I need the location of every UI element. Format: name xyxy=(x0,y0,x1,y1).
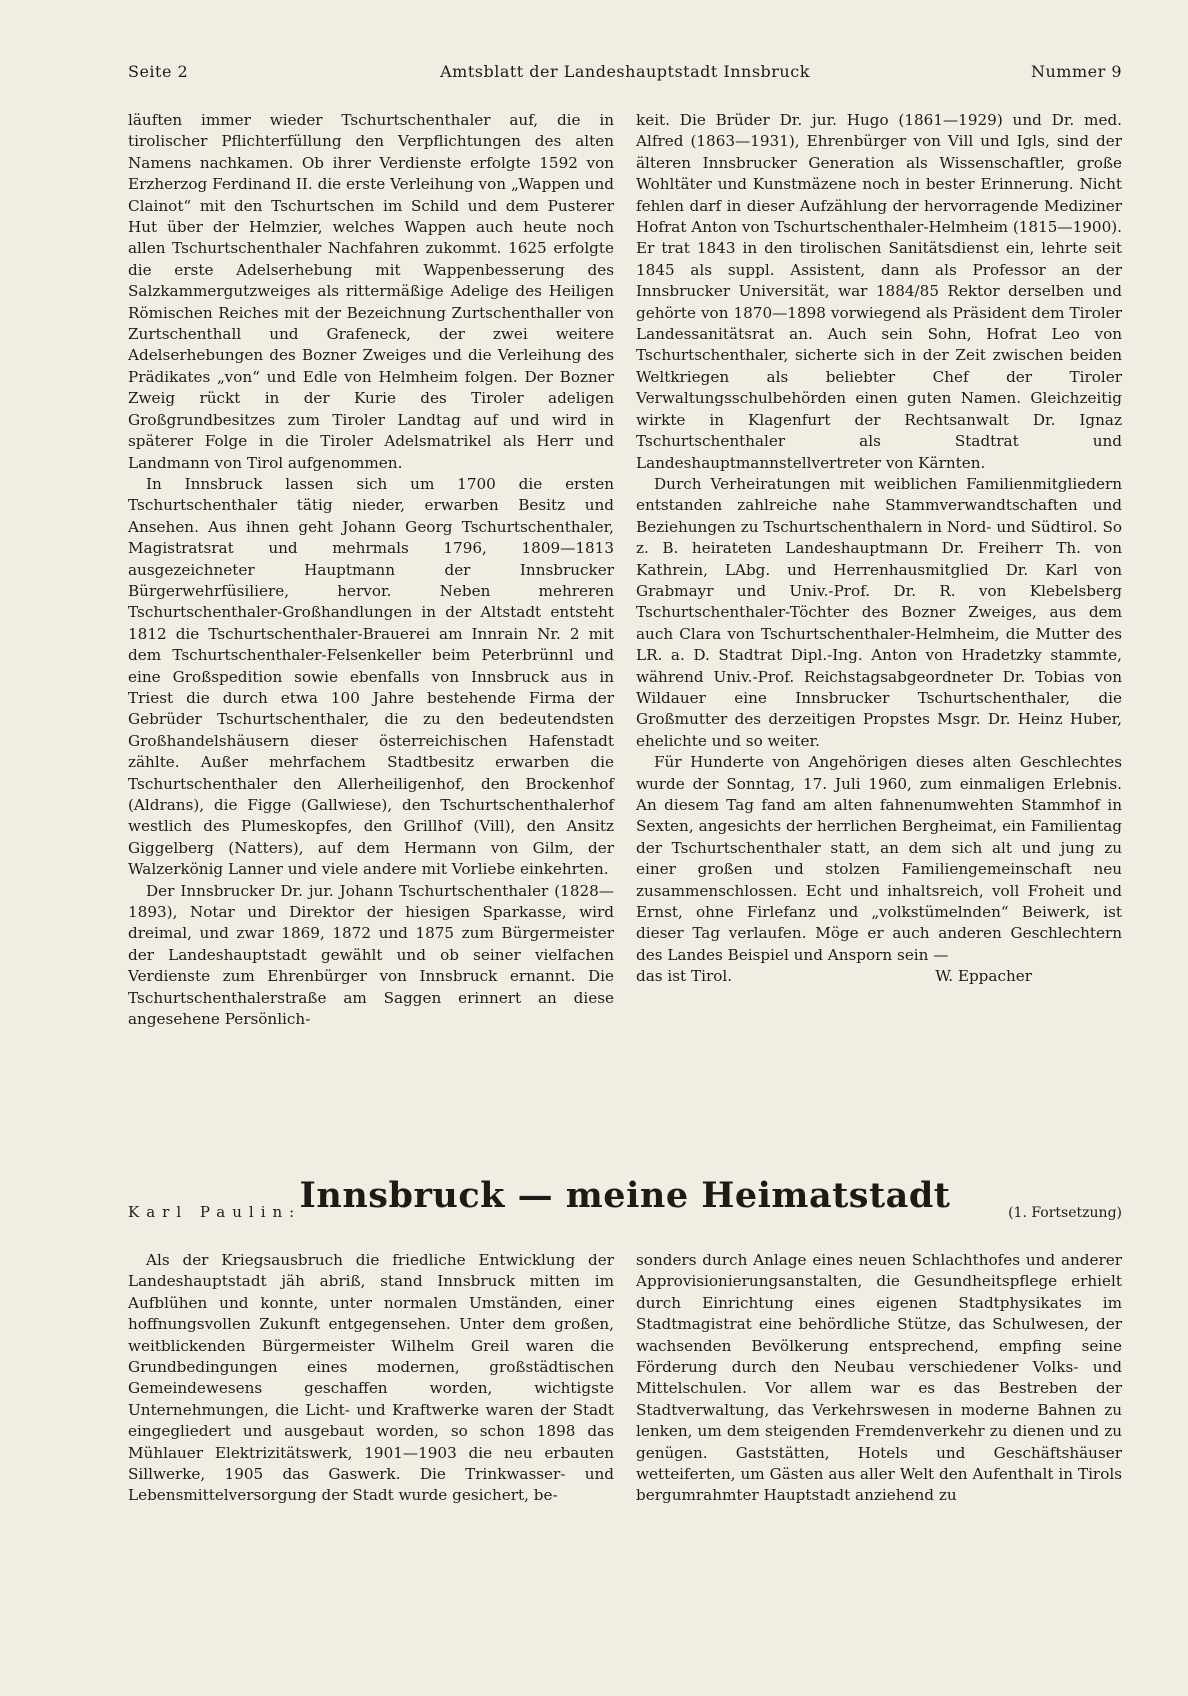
paragraph: keit. Die Brüder Dr. jur. Hugo (1861—1929) und Dr. med. Alfred (1863—1931), Ehrenbürger von Vill und Igls, sind der älteren Innsbrucker Generation als Wissenschaftler, große Wohltäter und Kunstmäzene noch in bester Erinnerung. Nicht fehlen darf in dieser Aufzählung der hervorragende Mediziner Hofrat Anton von Tschurtschenthaler-Helmheim (1815—1900). Er trat 1843 in den tirolischen Sanitätsdienst ein, lehrte seit 1845 als suppl. Assistent, dann als Professor an der Innsbrucker Universität, war 1884/85 Rektor derselben und gehörte von 1870—1898 vorwiegend als Präsident dem Tiroler Landessanitätsrat an. Auch sein Sohn, Hofrat Leo von Tschurtschenthaler, sicherte sich in der Zeit zwischen beiden Weltkriegen als beliebter Chef der Tiroler Verwaltungsschulbehörden einen guten Namen. Gleichzeitig wirkte in Klagenfurt der Rechtsanwalt Dr. Ignaz Tschurtschenthaler als Stadtrat und Landeshauptmannstellvertreter von Kärnten. xyxy=(636,111,1122,472)
paragraph: Für Hunderte von Angehörigen dieses alten Geschlechtes wurde der Sonntag, 17. Juli 1960, zum einmaligen Erlebnis. An diesem Tag fand am alten fahnenumwehten Stammhof in Sexten, angesichts der herrlichen Bergheimat, ein Familientag der Tschurtschenthaler statt, an dem sich alt und jung zu einer großen und stolzen Familiengemeinschaft neu zusammenschlossen. Echt und inhaltsreich, voll Froheit und Ernst, ohne Firlefanz und „volkstümelnden“ Beiwerk, ist dieser Tag verlaufen. Möge er auch anderen Geschlechtern des Landes Beispiel und Ansporn sein — xyxy=(636,753,1122,964)
paragraph: Durch Verheiratungen mit weiblichen Familienmitgliedern entstanden zahlreiche nahe Stammverwandtschaften und Beziehungen zu Tschurtschenthalern in Nord- und Südtirol. So z. B. heirateten Landeshauptmann Dr. Freiherr Th. von Kathrein, LAbg. und Herrenhausmitglied Dr. Karl von Grabmayr und Univ.-Prof. Dr. R. von Klebelsberg Tschurtschenthaler-Töchter des Bozner Zweiges, aus dem auch Clara von Tschurtschenthaler-Helmheim, die Mutter des LR. a. D. Stadtrat Dipl.-Ing. Anton von Hradetzky stammte, während Univ.-Prof. Reichstagsabgeordneter Dr. Tobias von Wildauer eine Innsbrucker Tschurtschenthaler, die Großmutter des derzeitigen Propstes Msgr. Dr. Heinz Huber, ehelichte und so weiter. xyxy=(636,474,1122,750)
article1-left-column xyxy=(128,110,614,1030)
closing-text: das ist Tirol. xyxy=(636,967,733,986)
closing-line xyxy=(636,966,1122,987)
article2-right-column xyxy=(636,1250,1122,1507)
paragraph: läuften immer wieder Tschurtschenthaler auf, die in tirolischer Pflichterfüllung den Verpflichtungen des alten Namens nachkamen. Ob ihrer Verdienste erfolgte 1592 von Erzherzog Ferdinand II. die erste Verleihung von „Wappen und Clainot“ mit den Tschurtschen im Schild und dem Pusterer Hut über der Helmzier, welches Wappen auch heute noch allen Tschurtschenthaler Nachfahren zukommt. 1625 erfolgte die erste Adelserhebung mit Wappenbesserung des Salzkammergutzweiges als rittermäßige Adelige des Heiligen Römischen Reiches mit der Bezeichnung Zurtschenthaller von Zurtschenthall und Grafeneck, der zwei weitere Adelserhebungen des Bozner Zweiges und die Verleihung des Prädikates „von“ und Edle von Helmheim folgen. Der Bozner Zweig rückt in der Kurie des Tiroler adeligen Großgrundbesitzes zum Tiroler Landtag auf und wird in späterer Folge in die Tiroler Adelsmatrikel als Herr und Landmann von Tirol aufgenommen. xyxy=(128,111,614,472)
publication-title: Amtsblatt der Landeshauptstadt Innsbruck xyxy=(440,62,810,81)
article-title: Innsbruck — meine Heimatstadt xyxy=(299,1175,951,1216)
paragraph: sonders durch Anlage eines neuen Schlachthofes und anderer Approvisionierungsanstalten, die Gesundheitspflege erhielt durch Einrichtung eines eigenen Stadtphysikates im Stadtmagistrat eine behördliche Stütze, das Schulwesen, der wachsenden Bevölkerung entsprechend, empfing seine Förderung durch den Neubau verschiedener Volks- und Mittelschulen. Vor allem war es das Bestreben der Stadtverwaltung, das Verkehrswesen in moderne Bahnen zu lenken, um dem steigenden Fremdenverkehr zu dienen und zu genügen. Gaststätten, Hotels und Geschäftshäuser wetteiferten, um Gästen aus aller Welt den Aufenthalt in Tirols bergumrahmter Hauptstadt anziehend zu xyxy=(636,1251,1122,1505)
article1-right-column xyxy=(636,110,1122,988)
paragraph: Der Innsbrucker Dr. jur. Johann Tschurtschenthaler (1828—1893), Notar und Direktor der hiesigen Sparkasse, wird dreimal, und zwar 1869, 1872 und 1875 zum Bürgermeister der Landeshauptstadt gewählt und ob seiner vielfachen Verdienste zum Ehrenbürger von Innsbruck ernannt. Die Tschurtschenthalerstraße am Saggen erinnert an diese angesehene Persönlich- xyxy=(128,881,614,1029)
article-author: Karl Paulin: xyxy=(128,1203,302,1221)
article2-left-column xyxy=(128,1250,614,1507)
page-number: Seite 2 xyxy=(128,62,189,81)
author-signature: W. Eppacher xyxy=(935,967,1032,986)
issue-number: Nummer 9 xyxy=(1030,62,1122,81)
article2-heading xyxy=(128,1175,1122,1225)
page-header xyxy=(128,62,1122,88)
paragraph: Als der Kriegsausbruch die friedliche Entwicklung der Landeshauptstadt jäh abriß, stand Innsbruck mitten im Aufblühen und konnte, unter normalen Umständen, einer hoffnungsvollen Zukunft entgegensehen. Unter dem großen, weitblickenden Bürgermeister Wilhelm Greil waren die Grundbedingungen eines modernen, großstädtischen Gemeindewesens geschaffen worden, wichtigste Unternehmungen, die Licht- und Kraftwerke waren der Stadt eingegliedert und ausgebaut worden, so schon 1898 das Mühlauer Elektrizitätswerk, 1901—1903 die neu erbauten Sillwerke, 1905 das Gaswerk. Die Trinkwasser- und Lebensmittelversorgung der Stadt wurde gesichert, be- xyxy=(128,1251,614,1505)
continuation-note: (1. Fortsetzung) xyxy=(1008,1205,1122,1221)
paragraph: In Innsbruck lassen sich um 1700 die ersten Tschurtschenthaler tätig nieder, erwarben Besitz und Ansehen. Aus ihnen geht Johann Georg Tschurtschenthaler, Magistratsrat und mehrmals 1796, 1809—1813 ausgezeichneter Hauptmann der Innsbrucker Bürgerwehrfüsiliere, hervor. Neben mehreren Tschurtschenthaler-Großhandlungen in der Altstadt entsteht 1812 die Tschurtschenthaler-Brauerei am Innrain Nr. 2 mit dem Tschurtschenthaler-Felsenkeller beim Peterbrünnl und eine Großspedition sowie ebenfalls von Innsbruck aus in Triest die durch etwa 100 Jahre bestehende Firma der Gebrüder Tschurtschenthaler, die zu den bedeutendsten Großhandelshäusern dieser österreichischen Hafenstadt zählte. Außer mehrfachem Stadtbesitz erwarben die Tschurtschenthaler den Allerheiligenhof, den Brockenhof (Aldrans), die Figge (Gallwiese), den Tschurtschenthalerhof westlich des Plumeskopfes, den Grillhof (Vill), den Ansitz Giggelberg (Natters), auf dem Hermann von Gilm, der Walzerkönig Lanner und viele andere mit Vorliebe einkehrten. xyxy=(128,474,614,879)
